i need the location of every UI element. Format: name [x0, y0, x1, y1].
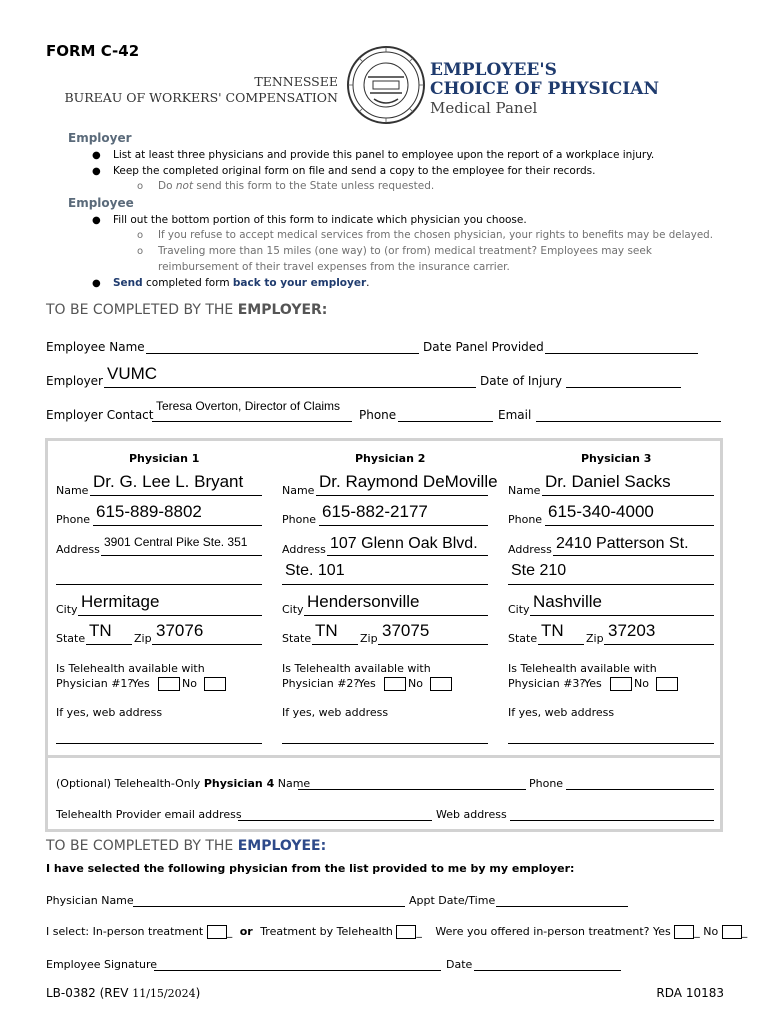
employee-sub-2a: Traveling more than 15 miles (one way) to (or from) medical treatment? Employees may seek [158, 245, 652, 257]
form-id [46, 986, 200, 1000]
offered-yes-checkbox[interactable] [674, 925, 694, 939]
physician-1-tele-line2: Physician #1? [56, 677, 134, 690]
physician-1-zip-field[interactable] [152, 644, 262, 645]
physician-3-address-line1[interactable]: 2410 Patterson St. [556, 535, 689, 552]
physician-2-state-label: State [282, 632, 312, 645]
physician-3-tele-line1: Is Telehealth available with [508, 662, 657, 675]
physician-2-address-label: Address [282, 543, 326, 556]
rda-number: RDA 10183 [656, 986, 724, 1000]
physician-1-address-line1[interactable]: 3901 Central Pike Ste. 351 [104, 535, 248, 549]
physician-1-zip-label: Zip [134, 632, 152, 645]
sub-bullet-icon: o [137, 230, 144, 241]
form-subtitle: Medical Panel [430, 99, 538, 117]
employer-bullet-2: Keep the completed original form on file and send a copy to the employee for their records. [113, 165, 596, 177]
physician-2-phone-field[interactable] [319, 525, 488, 526]
employer-heading: Employer [68, 131, 132, 145]
physician-1-tele-line1: Is Telehealth available with [56, 662, 205, 675]
employer-section-strong: EMPLOYER: [237, 302, 328, 318]
offered-label: Were you offered in-person treatment? [435, 925, 650, 938]
panel-divider [48, 755, 720, 758]
optional-strong: Physician 4 [203, 777, 275, 790]
physician-1-state-value[interactable]: TN [89, 621, 112, 640]
employee-name-field[interactable] [146, 353, 419, 354]
physician-1-web-label: If yes, web address [56, 706, 163, 719]
inperson-checkbox[interactable] [207, 925, 227, 939]
form-id-prefix: LB-0382 (REV [46, 986, 133, 1000]
physician-3-name-label: Name [508, 484, 541, 497]
employer-sub-rest: send this form to the State unless requested. [193, 180, 435, 192]
physician-3-state-value[interactable]: TN [541, 621, 564, 640]
send-mid: completed form [142, 277, 233, 289]
date-panel-field[interactable] [545, 353, 698, 354]
employee-section-heading [46, 838, 326, 854]
employer-email-field[interactable] [536, 421, 721, 422]
physician-2-state-field[interactable] [312, 644, 358, 645]
physician-1-web-field[interactable] [56, 743, 262, 744]
physician-3-name-value[interactable]: Dr. Daniel Sacks [545, 472, 671, 491]
physician-1-city-field[interactable] [78, 615, 262, 616]
employee-bullet-1: Fill out the bottom portion of this form to indicate which physician you choose. [113, 214, 527, 226]
send-instruction [113, 277, 370, 289]
physician-1-name-field[interactable] [90, 495, 262, 496]
physician-3-phone-label: Phone [508, 513, 543, 526]
physician-3-zip-field[interactable] [604, 644, 714, 645]
physician-2-tele-line1: Is Telehealth available with [282, 662, 431, 675]
bullet-icon: ● [92, 215, 101, 226]
optional-phone-field[interactable] [566, 789, 714, 790]
physician-1-name-label: Name [56, 484, 89, 497]
physician-3-city-value[interactable]: Nashville [533, 592, 602, 611]
offered-no-checkbox[interactable] [722, 925, 742, 939]
physician-2-address-field1[interactable] [327, 555, 488, 556]
optional-web-label: Web address [436, 808, 507, 821]
physician-2-phone-value[interactable]: 615-882-2177 [322, 502, 428, 521]
physician-2-header: Physician 2 [355, 452, 426, 465]
employee-date-label: Date [446, 958, 473, 971]
employer-section-prefix: TO BE COMPLETED BY THE [46, 302, 238, 318]
employer-contact-label: Employer Contact [46, 408, 154, 422]
form-id-end: ) [195, 986, 201, 1000]
physician-1-no-checkbox[interactable] [204, 677, 226, 691]
optional-physician-label [56, 777, 310, 790]
physician-1-zip-value[interactable]: 37076 [156, 621, 204, 640]
optional-name-label: Name [274, 777, 311, 790]
physician-3-tele-line2: Physician #3? [508, 677, 586, 690]
physician-2-address-field2[interactable] [282, 584, 488, 585]
send-target: back to your employer [232, 277, 367, 289]
employee-section-strong: EMPLOYEE: [237, 838, 327, 854]
physician-2-zip-value[interactable]: 37075 [382, 621, 430, 640]
physician-2-zip-label: Zip [360, 632, 378, 645]
employee-sub-1: If you refuse to accept medical services from the chosen physician, your rights to benefits may be delayed. [158, 229, 713, 241]
form-title-line2: CHOICE OF PHYSICIAN [430, 79, 659, 99]
physician-2-name-value[interactable]: Dr. Raymond DeMoville [319, 472, 498, 491]
appt-field[interactable] [496, 906, 628, 907]
physician-3-zip-value[interactable]: 37203 [608, 621, 656, 640]
date-panel-label: Date Panel Provided [423, 340, 544, 354]
employee-sub-2b: reimbursement of their travel expenses from the insurance carrier. [158, 261, 510, 273]
physician-3-no-label: No [634, 677, 649, 690]
physician-1-city-value[interactable]: Hermitage [81, 592, 160, 611]
optional-phone-label: Phone [529, 777, 564, 790]
form-title-line1: EMPLOYEE'S [430, 60, 557, 80]
employer-sub-em: not [175, 180, 194, 192]
physician-3-no-checkbox[interactable] [656, 677, 678, 691]
employer-sub-bullet [158, 180, 434, 192]
physician-3-yes-checkbox[interactable] [610, 677, 632, 691]
offered-yes-label: Yes [653, 925, 671, 938]
physician-1-phone-label: Phone [56, 513, 91, 526]
signature-label: Employee Signature [46, 958, 158, 971]
signature-field[interactable] [154, 970, 441, 971]
physician-1-header: Physician 1 [129, 452, 200, 465]
physician-1-address-field2[interactable] [56, 584, 262, 585]
physician-1-state-field[interactable] [86, 644, 132, 645]
physician-2-name-field[interactable] [316, 495, 488, 496]
date-injury-label: Date of Injury [480, 374, 562, 388]
employer-value[interactable]: VUMC [107, 364, 158, 383]
physician-3-address-field2[interactable] [508, 584, 714, 585]
selected-physician-label: Physician Name [46, 894, 134, 907]
physician-2-web-field[interactable] [282, 743, 488, 744]
physician-2-name-label: Name [282, 484, 315, 497]
physician-3-address-field1[interactable] [553, 555, 714, 556]
physician-1-name-value[interactable]: Dr. G. Lee L. Bryant [93, 472, 244, 491]
physician-2-city-field[interactable] [304, 615, 488, 616]
employee-name-label: Employee Name [46, 340, 145, 354]
employee-date-field[interactable] [474, 970, 621, 971]
optional-email-field[interactable] [238, 820, 432, 821]
physician-3-address-label: Address [508, 543, 552, 556]
bullet-icon: ● [92, 278, 101, 289]
physician-2-city-value[interactable]: Hendersonville [307, 592, 420, 611]
state-seal [346, 45, 426, 125]
physician-2-no-checkbox[interactable] [430, 677, 452, 691]
physician-3-name-field[interactable] [542, 495, 714, 496]
send-end: . [366, 277, 370, 289]
physician-2-tele-line2: Physician #2? [282, 677, 360, 690]
physician-3-header: Physician 3 [581, 452, 652, 465]
physician-1-no-label: No [182, 677, 197, 690]
appt-label: Appt Date/Time [409, 894, 496, 907]
agency-line1: TENNESSEE [254, 74, 338, 89]
employer-sub-prefix: Do [158, 180, 176, 192]
bullet-icon: ● [92, 150, 101, 161]
physician-2-no-label: No [408, 677, 423, 690]
optional-name-field[interactable] [298, 789, 526, 790]
offered-no-label: No [703, 925, 719, 938]
employer-phone-label: Phone [359, 408, 397, 422]
telehealth-label: Treatment by Telehealth [260, 925, 393, 938]
employer-label: Employer [46, 374, 103, 388]
optional-prefix: (Optional) Telehealth-Only [56, 777, 204, 790]
employer-contact-field[interactable] [152, 421, 352, 422]
form-number: FORM C-42 [46, 42, 140, 60]
employer-contact-value[interactable]: Teresa Overton, Director of Claims [156, 399, 341, 413]
physician-1-phone-value[interactable]: 615-889-8802 [96, 502, 202, 521]
sub-bullet-icon: o [137, 181, 144, 192]
physician-3-city-label: City [508, 603, 530, 616]
physician-1-city-label: City [56, 603, 78, 616]
sub-bullet-icon: o [137, 246, 144, 257]
physician-3-address-line2[interactable]: Ste 210 [511, 562, 567, 579]
inperson-label: I select: In-person treatment [46, 925, 204, 938]
employee-section-prefix: TO BE COMPLETED BY THE [46, 838, 238, 854]
physician-1-address-label: Address [56, 543, 100, 556]
physician-2-zip-field[interactable] [378, 644, 488, 645]
employer-bullet-1: List at least three physicians and provide this panel to employee upon the report of a workplace injury. [113, 149, 655, 161]
date-injury-field[interactable] [566, 387, 681, 388]
physician-1-state-label: State [56, 632, 86, 645]
physician-3-yes-label: Yes [584, 677, 602, 690]
physician-1-address-field1[interactable] [101, 555, 262, 556]
employer-email-label: Email [498, 408, 532, 422]
physician-1-yes-label: Yes [132, 677, 150, 690]
physician-2-web-label: If yes, web address [282, 706, 389, 719]
employer-phone-field[interactable] [398, 421, 493, 422]
physician-2-address-line1[interactable]: 107 Glenn Oak Blvd. [330, 535, 478, 552]
physician-2-address-line2[interactable]: Ste. 101 [285, 562, 345, 579]
selected-physician-field[interactable] [133, 906, 405, 907]
physician-2-yes-checkbox[interactable] [384, 677, 406, 691]
physician-2-phone-label: Phone [282, 513, 317, 526]
physician-3-state-label: State [508, 632, 538, 645]
employee-statement: I have selected the following physician from the list provided to me by my employer: [46, 862, 575, 875]
optional-web-field[interactable] [510, 820, 714, 821]
or-word: or [239, 925, 253, 938]
send-word: Send [113, 277, 143, 289]
physician-3-web-label: If yes, web address [508, 706, 615, 719]
optional-email-label: Telehealth Provider email address [56, 808, 242, 821]
physician-3-state-field[interactable] [538, 644, 584, 645]
physician-3-city-field[interactable] [530, 615, 714, 616]
physician-2-yes-label: Yes [358, 677, 376, 690]
employer-section-heading [46, 302, 327, 318]
physician-2-city-label: City [282, 603, 304, 616]
form-rev-date: 11/15/2024 [132, 987, 196, 1000]
agency-line2: BUREAU OF WORKERS' COMPENSATION [64, 90, 338, 105]
bullet-icon: ● [92, 166, 101, 177]
physician-3-phone-value[interactable]: 615-340-4000 [548, 502, 654, 521]
physician-1-phone-field[interactable] [93, 525, 262, 526]
employee-heading: Employee [68, 196, 134, 210]
physician-2-state-value[interactable]: TN [315, 621, 338, 640]
employer-field[interactable] [104, 387, 476, 388]
physician-3-zip-label: Zip [586, 632, 604, 645]
select-row: I select: In-person treatment _ or Treatment by Telehealth _ Were you offered in-person treatment? Yes _ No _ [46, 925, 748, 938]
physician-1-yes-checkbox[interactable] [158, 677, 180, 691]
physician-3-web-field[interactable] [508, 743, 714, 744]
telehealth-checkbox[interactable] [396, 925, 416, 939]
physician-3-phone-field[interactable] [545, 525, 714, 526]
